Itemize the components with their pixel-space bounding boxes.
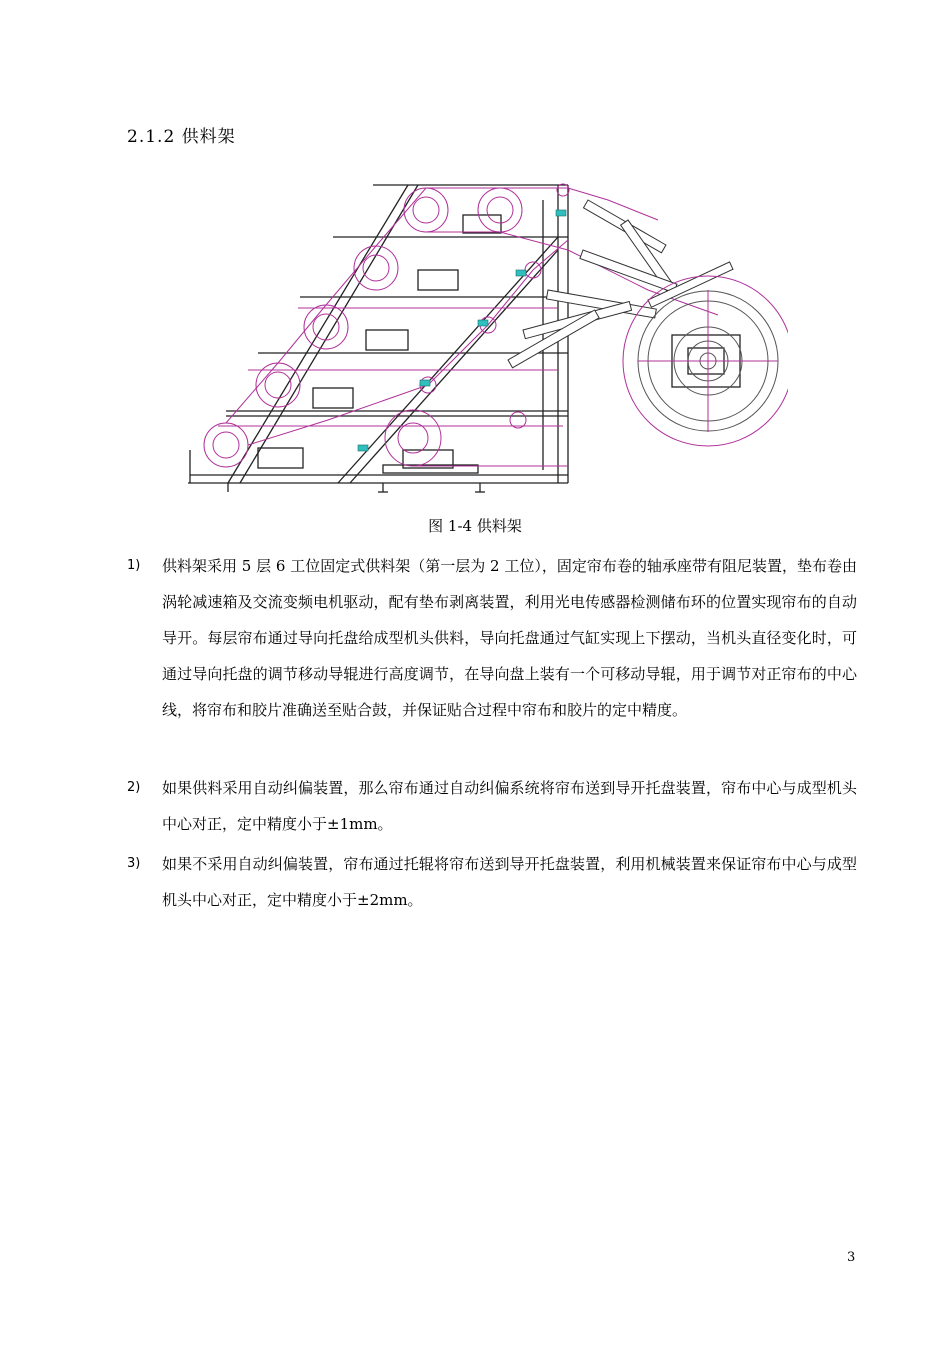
list-item-number: 1) [127, 558, 141, 573]
list-item [127, 548, 857, 728]
list-item-number: 3) [127, 856, 141, 871]
figure-caption: 图 1-4 供料架 [428, 517, 522, 535]
page-number: 3 [847, 1250, 856, 1265]
supply-rack-drawing [188, 180, 788, 495]
list-item-text: 如果不采用自动纠偏装置，帘布通过托辊将帘布送到导开托盘装置，利用机械装置来保证帘布中心与成型机头中心对正，定中精度小于±2mm。 [162, 855, 857, 909]
list-item-text: 供料架采用 5 层 6 工位固定式供料架（第一层为 2 工位），固定帘布卷的轴承座带有阻尼装置，垫布卷由涡轮减速箱及交流变频电机驱动，配有垫布剥离装置，利用光电传感器检测储布环的位置实现帘布的自动导开。每层帘布通过导向托盘给成型机头供料，导向托盘通过气缸实现上下摆动，当机头直径变化时，可通过导向托盘的调节移动导辊进行高度调节，在导向盘上装有一个可移动导辊，用于调节对正帘布的中心线，将帘布和胶片准确送至贴合鼓，并保证贴合过程中帘布和胶片的定中精度。 [162, 557, 857, 719]
list-item-text: 如果供料采用自动纠偏装置，那么帘布通过自动纠偏系统将帘布送到导开托盘装置，帘布中心与成型机头中心对正，定中精度小于±1mm。 [162, 779, 857, 833]
list-item-number: 2) [127, 780, 141, 795]
list-item [127, 770, 857, 842]
list-item [127, 846, 857, 918]
section-heading: 2.1.2 供料架 [127, 127, 236, 147]
